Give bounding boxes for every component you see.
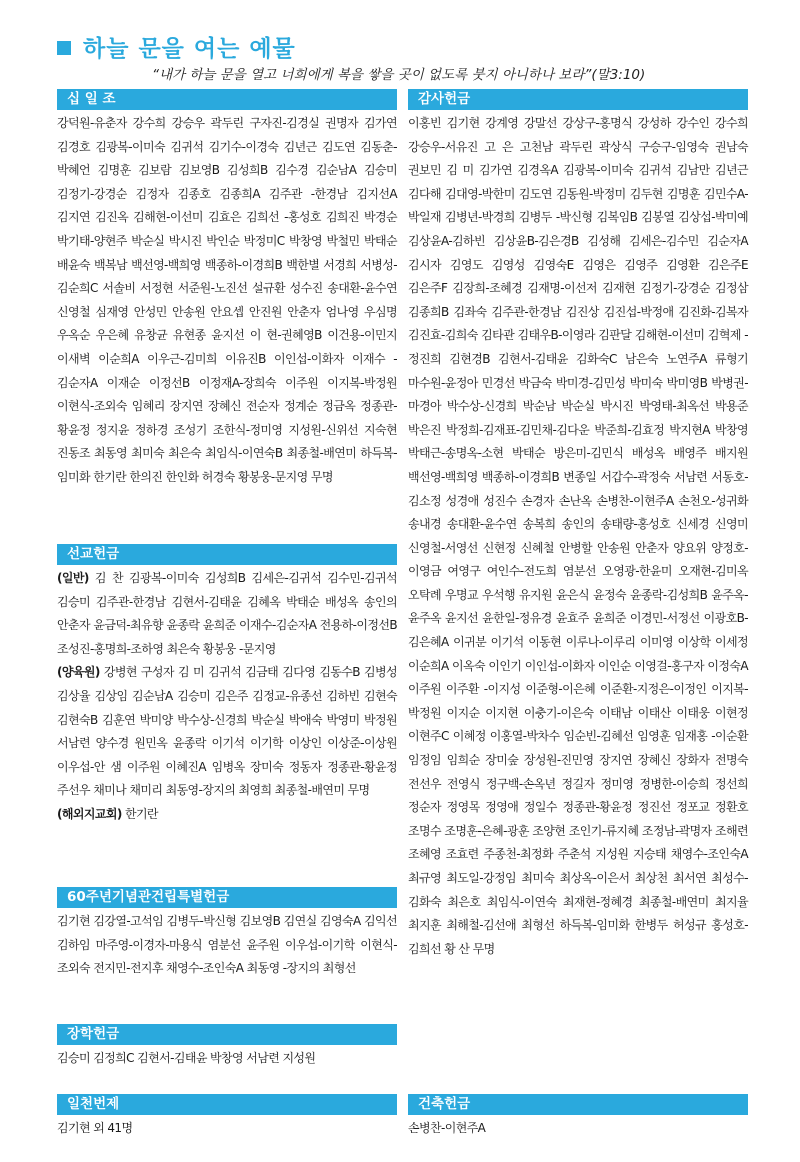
scholarship-section xyxy=(57,1024,397,1071)
anniversary-section xyxy=(57,887,397,981)
anniversary-section-header: 60주년기념관건립특별헌금 xyxy=(57,887,397,908)
scripture-quote: “내가 하늘 문을 열고 너희에게 복을 쌓을 곳이 없도록 붓지 아니하나 보라”(말3:10) xyxy=(152,67,646,83)
anniversary-donor-list: 김기현 김강열-고석임 김병두-박신형 김보영B 김연실 김영숙A 김익선 김하임 마주영-이경자-마용식 염분선 윤주원 이우섭-이기학 이현식-조외숙 전지민-전지후 채영수-조인숙A 최동영 -장지의 최형선 xyxy=(57,914,397,976)
mission-overseas-names: 한기란 xyxy=(121,806,158,821)
mission-general-names: 김 찬 김광복-이미숙 김성희B 김세은-김귀석 김수민-김귀석 김승미 김주관-한경남 김현서-김태윤 김혜옥 박태순 배성옥 송인의 안춘자 윤금덕-최유향 윤종락 윤희준 이재수-김순자A 전용하-이정선B 조성진-홍명희-조하영 최은숙 황봉웅 -문지영 xyxy=(57,571,397,656)
ilcheon-section-header: 일천번제 xyxy=(57,1094,397,1115)
scholarship-section-header: 장학헌금 xyxy=(57,1024,397,1045)
page-header xyxy=(57,30,757,83)
ilcheon-section xyxy=(57,1094,397,1141)
mission-section xyxy=(57,544,397,827)
mission-donor-list xyxy=(57,567,397,827)
thanks-section xyxy=(408,89,748,961)
building-section xyxy=(408,1094,748,1141)
thanks-section-header: 감사헌금 xyxy=(408,89,748,110)
mission-overseas-label: (해외지교회) xyxy=(57,806,122,821)
building-donor-list: 손병찬-이현주A xyxy=(408,1121,486,1135)
mission-yangyuk-names: 강병현 구성자 김 미 김귀석 김금태 김다영 김동수B 김병성 김상율 김상임 김순남A 김승미 김은주 김정교-유종선 김하빈 김현숙 김현숙B 김훈연 박미양 박수상-신경희 박순실 박애숙 박영미 박정원 서남련 양수경 원민옥 윤종락 이기석 이기학 이상인 이상준-이상원 이우섭-안 샘 이주원 이혜진A 임병옥 장미숙 정동자 정종관-황윤정 주선우 채미나 채미리 최동영-장지의 최영희 최종철-배연미 무명 xyxy=(57,665,397,798)
thanks-donor-list: 이홍빈 김기현 강계영 강말선 강상구-홍명식 강성하 강수인 강수희 강승우-서유진 고 은 고천남 곽두린 곽상식 구승구-임영숙 권남숙 권보민 김 미 김가연 김경옥A 김광복-이미숙 김귀석 김남만 김년근 김다해 김대영-박한미 김도연 김동원-박정미 김두현 김명훈 김민수A-박일재 김병년-박경희 김병두 -박신형 김복임B 김봉열 김상섭-박미예 김상윤A-김하빈 김상윤B-김은경B 김성해 김세은-김수민 김순자A 김시자 김영도 김영성 김영숙E 김영은 김영주 김영환 김은주E 김은주F 김장희-조혜경 김재명-이선저 김재현 김정기-강경순 김정삼 김종희B 김좌숙 김주관-한경남 김진상 김진섭-박정애 김진화-김복자 김진효-김희숙 김타관 김태우B-이영라 김판달 김해현-이선미 김혁제 -정진희 김현경B 김현서-김태윤 김화숙C 남은숙 노연주A 류형기 마수원-윤정아 민경선 박금숙 박미경-김민성 박미숙 박미영B 박병권-마경아 박수상-신경희 박순남 박순실 박시진 박영태-최옥선 박용준 박은진 박정희-김재표-김민채-김다운 박준희-김효정 박지현A 박창영 박태근-송명옥-소현 박태순 방은미-김민식 배성옥 배영주 배지원 백선영-백희영 백종하-이경희B 변종일 서갑수-곽정숙 서남련 서동호-김소정 성경애 성진수 손경자 손난옥 손병찬-이현주A 손천오-성귀화 송내경 송대환-윤수연 송복희 송인의 송태량-홍성호 신세경 신영미 신영철-서영선 신현정 신혜철 안병할 안송원 안춘자 양요위 양정호-이영금 여영구 여인수-전도희 염분선 오영광-한윤미 오재현-김미옥 오탁례 우명교 우석행 유지원 윤은식 윤정숙 윤종락-김성희B 윤주옥-윤주옥 윤지선 윤한일-정유경 윤효주 윤희준 이경민-서정선 이광호B-김은혜A 이귀분 이기석 이동현 이루나-이루리 이미영 이상학 이세정 이순희A 이옥숙 이인기 이인섭-이화자 이인순 이영걸-홍구자 이정숙A 이주원 이주환 -이지성 이준형-이은혜 이준환-지정은-이정인 이지복-박정원 이지순 이지현 이충기-이은숙 이태남 이태산 이태웅 이현정 이현주C 이혜정 이홍열-박차수 임순빈-김혜선 임영훈 임재홍 -이순환 임정임 임희순 장미숲 장성원-진민영 장지연 장혜신 장화자 전명숙 전선우 전영식 정구백-손옥년 정길자 정미영 정병한-이승희 정선희 정순자 정영목 정영애 정일수 정종관-황윤정 정진선 정포교 정환호 조명수 조명훈-은혜-광훈 조양현 조인기-류지혜 조정남-곽명자 조해련 조혜영 조효련 주종천-최정화 주춘석 지성원 지승태 채영수-조인숙A 최규영 최도일-강정임 최미숙 최상옥-이은서 최상천 최서연 최성수-김화숙 최은호 최임식-이연숙 최재현-정혜경 최종철-배연미 최지율 최지훈 최해철-김선애 최형선 하득복-임미화 한병두 허성규 홍성호-김희선 황 산 무명 xyxy=(408,116,748,956)
mission-general-group xyxy=(57,567,397,661)
building-section-header: 건축헌금 xyxy=(408,1094,748,1115)
mission-yangyuk-group xyxy=(57,661,397,803)
title-row xyxy=(57,30,757,63)
title-bullet-square-icon xyxy=(57,41,71,55)
page-title: 하늘 문을 여는 예물 xyxy=(83,36,296,62)
mission-section-header: 선교헌금 xyxy=(57,544,397,565)
ilcheon-donor-list: 김기현 외 41명 xyxy=(57,1121,133,1135)
mission-general-label: (일반) xyxy=(57,571,89,585)
tithe-donor-list: 강덕원-유춘자 강수희 강승우 곽두린 구자진-김경실 권명자 김가연 김경호 김광복-이미숙 김귀석 김기수-이경숙 김년근 김도연 김동춘-박혜언 김명훈 김보람 김보영B 김성희B 김수경 김순남A 김승미 김정기-강경순 김정자 김종호 김종희A 김주관 -한경남 김지선A 김지연 김진옥 김해현-이선미 김효은 김희선 -홍성호 김희진 박경순 박기태-양현주 박순실 박시진 박인순 박정미C 박창영 박철민 박태순 배윤숙 백복남 백선영-백희영 백종하-이경희B 백한별 서경희 서병성-김순희C 서솔비 서정현 서준원-노진선 설규환 성수진 송대환-윤수연 신영철 심재영 안성민 안송원 안요셉 안진원 안춘자 엄나영 우심명 우옥순 우은혜 유창균 유현종 윤지선 이 현-권혜영B 이건용-이민지 이새벽 이순희A 이우근-김미희 이유진B 이인섭-이화자 이재수 -김순자A 이재순 이정선B 이정재A-장희숙 이주원 이지복-박정원 이현식-조외숙 임혜리 장지연 장혜신 전순자 정계순 정금옥 정종관-황윤정 정지윤 정하경 조성기 조한식-정미영 지성원-신위선 지숙현 진동조 최동영 최미숙 최은숙 최임식-이연숙B 최종철-배연미 하득복-임미화 한기란 한의진 한인화 허경숙 황봉웅-문지영 무명 xyxy=(57,116,397,484)
scholarship-donor-list: 김승미 김정희C 김현서-김태윤 박창영 서남련 지성원 xyxy=(57,1051,316,1065)
mission-yangyuk-label: (양육원) xyxy=(57,665,100,680)
tithe-section xyxy=(57,89,397,490)
tithe-section-header: 십 일 조 xyxy=(57,89,397,110)
mission-overseas-group xyxy=(57,803,397,827)
